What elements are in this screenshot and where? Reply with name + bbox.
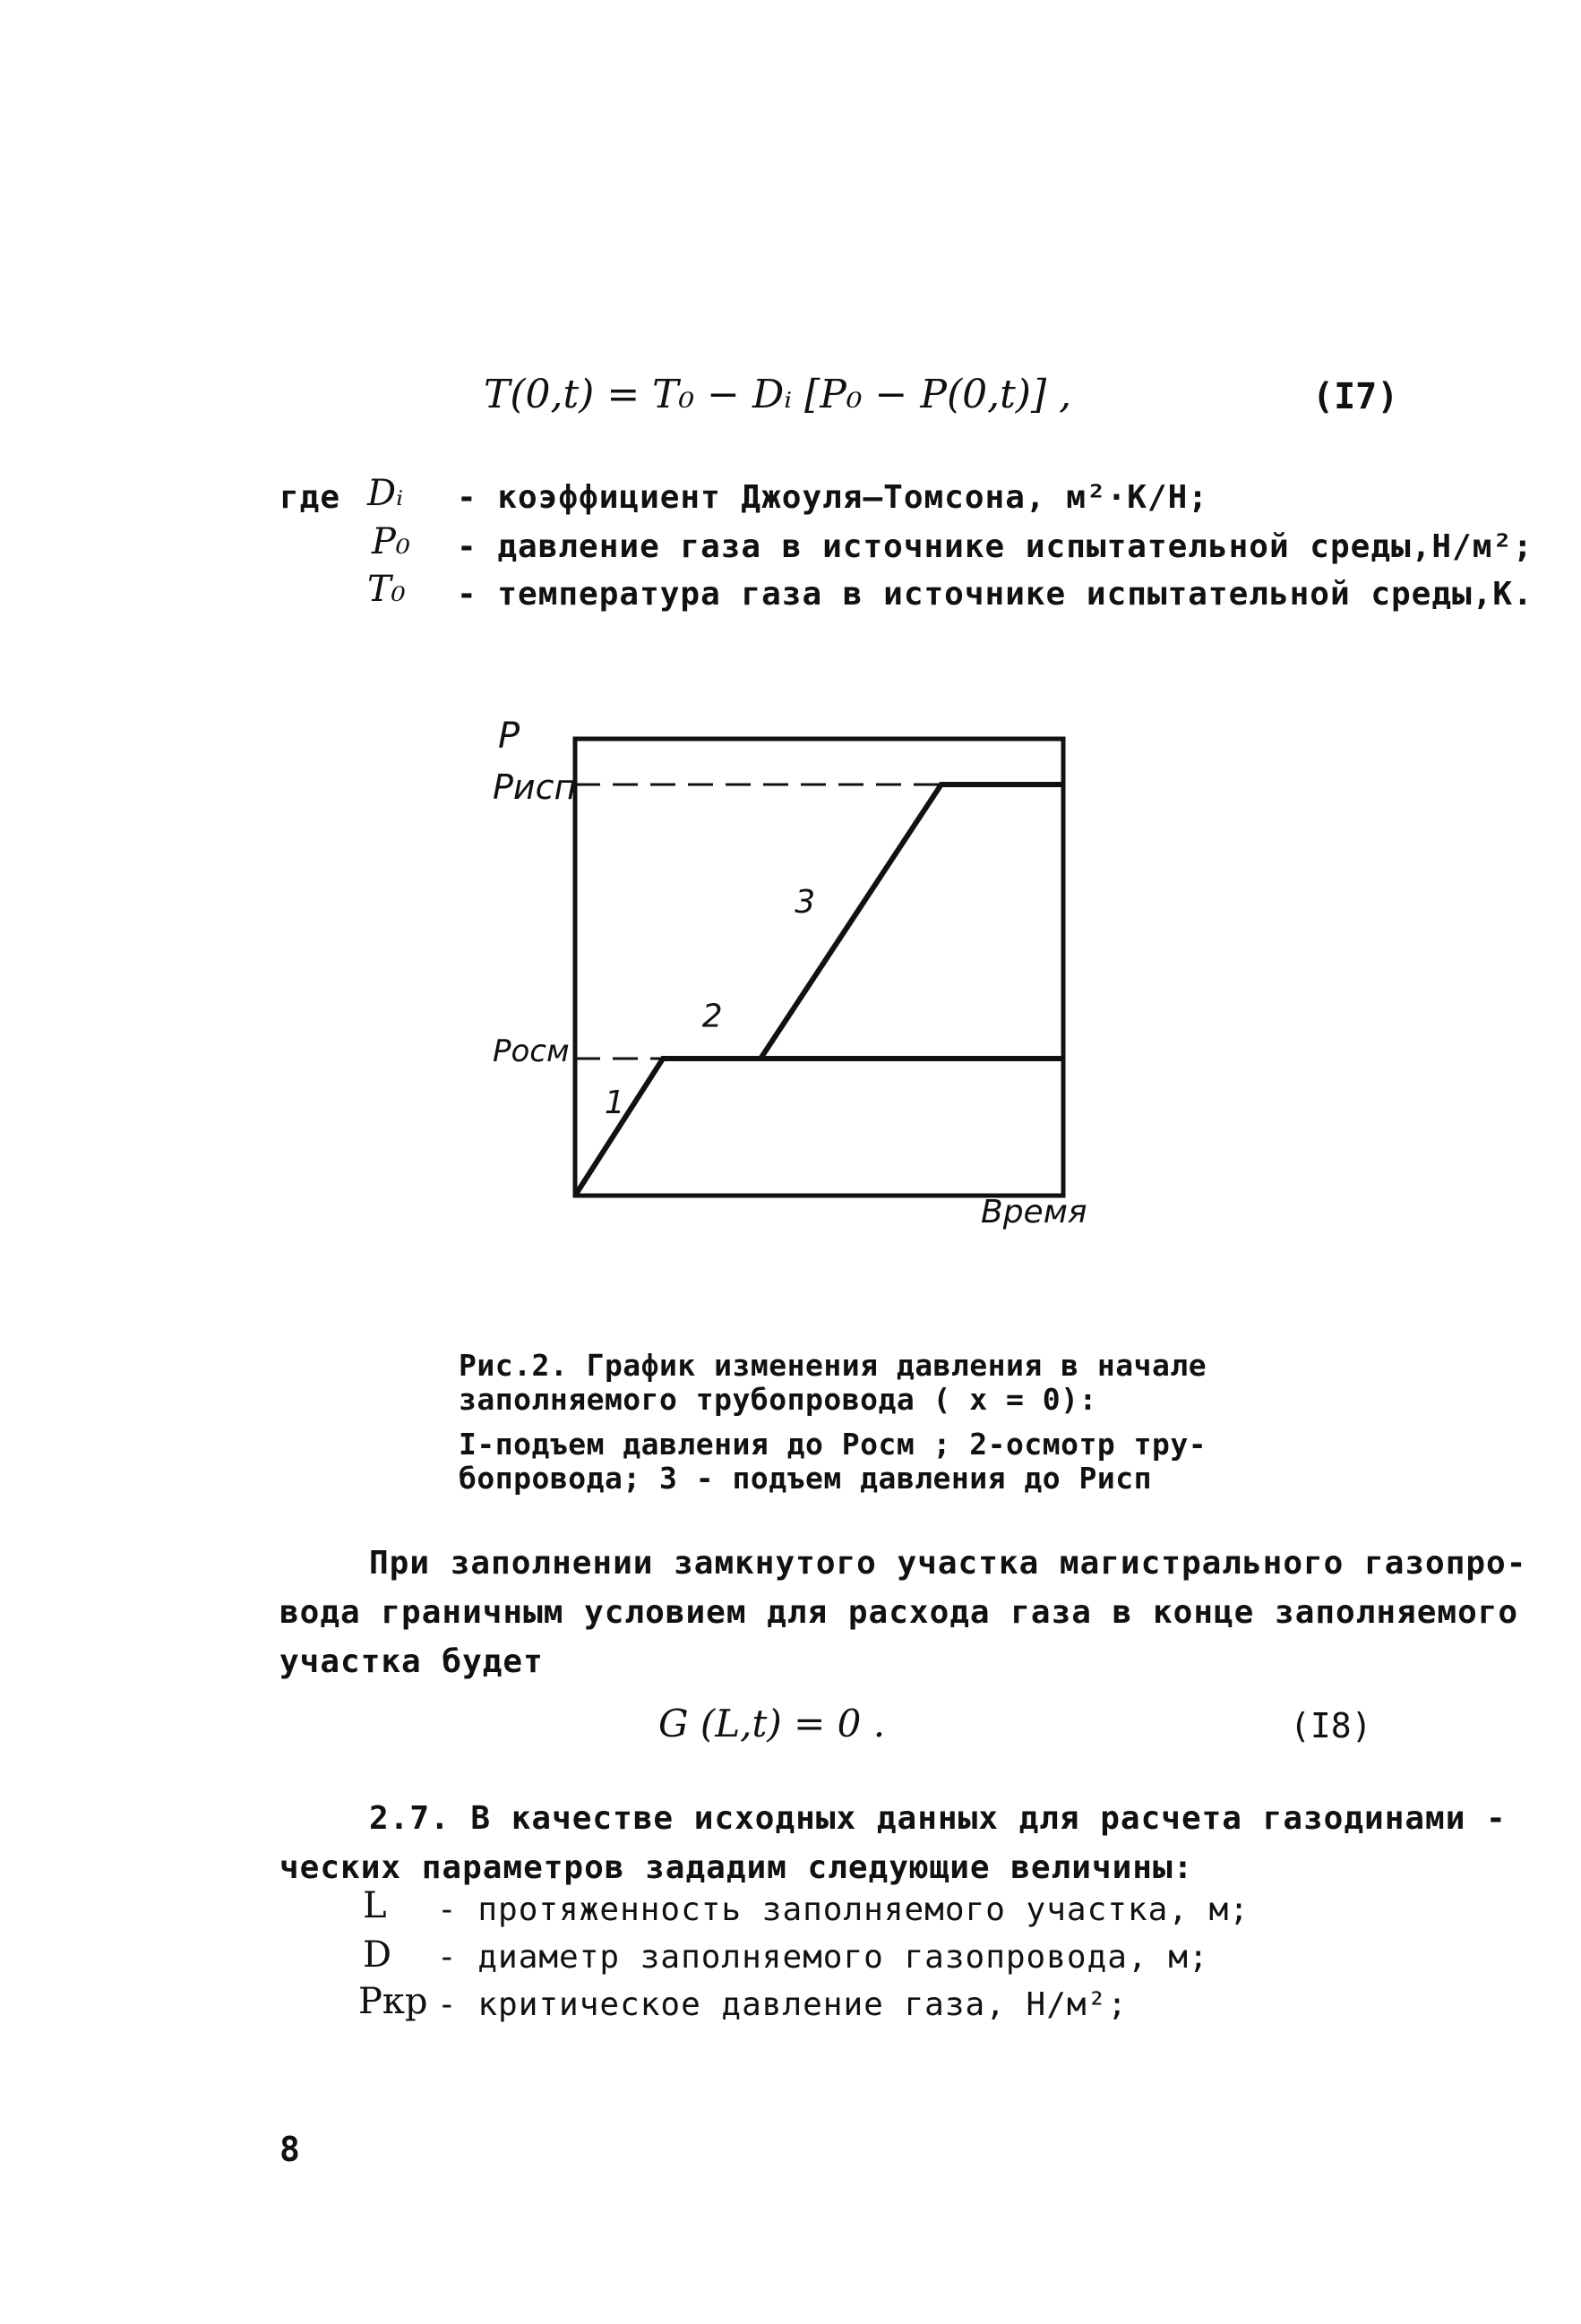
paragraph-1-line-2: вода граничным условием для расхода газа в конце заполняемого [279,1594,1519,1631]
segment-label-1: 1 [604,1085,625,1122]
param-text-l: - протяженность заполняемого участка, м; [437,1891,1250,1928]
section-27-line-2: ческих параметров зададим следующие величины: [279,1849,1194,1886]
formula-17-number: (I7) [1312,376,1399,417]
section-27-line-1: 2.7. В качестве исходных данных для расчета газодинами - [369,1800,1507,1837]
formula-18-number: (I8) [1290,1706,1372,1745]
caption-line-4: бопровода; 3 - подъем давления до Pисп [459,1461,1152,1496]
param-text-pkr: - критическое давление газа, Н/м²; [437,1986,1128,2023]
caption-line-3: I-подъем давления до Pосм ; 2-осмотр тру- [459,1427,1207,1462]
param-symbol-pkr: Pкр [358,1981,428,2022]
where-symbol-p0: P₀ [372,521,410,562]
formula-17: T(0,t) = T₀ − Dᵢ [P₀ − P(0,t)] , [484,372,1072,417]
pressure-chart [466,699,1147,1254]
pressure-series-line-1 [575,1059,1063,1196]
param-symbol-d: D [363,1934,392,1976]
caption-line-2: заполняемого трубопровода ( x = 0): [459,1382,1097,1417]
paragraph-1-line-1: При заполнении замкнутого участка магистрального газопро- [369,1545,1527,1582]
where-symbol-di: Dᵢ [367,473,404,514]
page-number: 8 [279,2130,300,2169]
paragraph-1-line-3: участка будет [279,1643,544,1680]
level-low-label: Pосм [493,1033,570,1069]
where-text-di: - коэффициент Джоуля–Томсона, м²·К/Н; [457,479,1208,516]
param-symbol-l: L [363,1885,387,1926]
caption-line-1: Рис.2. График изменения давления в начале [459,1348,1207,1383]
where-text-p0: - давление газа в источнике испытательной среды,Н/м²; [457,528,1534,565]
where-text-t0: - температура газа в источнике испытательной среды,К. [457,576,1534,613]
level-high-label: Pисп [493,768,577,807]
where-lead: где [279,479,341,516]
pressure-series-line-2 [760,785,1063,1059]
segment-label-3: 3 [795,883,816,921]
segment-label-2: 2 [701,998,723,1035]
formula-18: G (L,t) = 0 . [658,1702,886,1745]
x-axis-label: Время [981,1194,1087,1231]
param-text-d: - диаметр заполняемого газопровода, м; [437,1939,1209,1976]
y-axis-label: P [498,716,520,757]
where-symbol-t0: T₀ [367,569,406,610]
